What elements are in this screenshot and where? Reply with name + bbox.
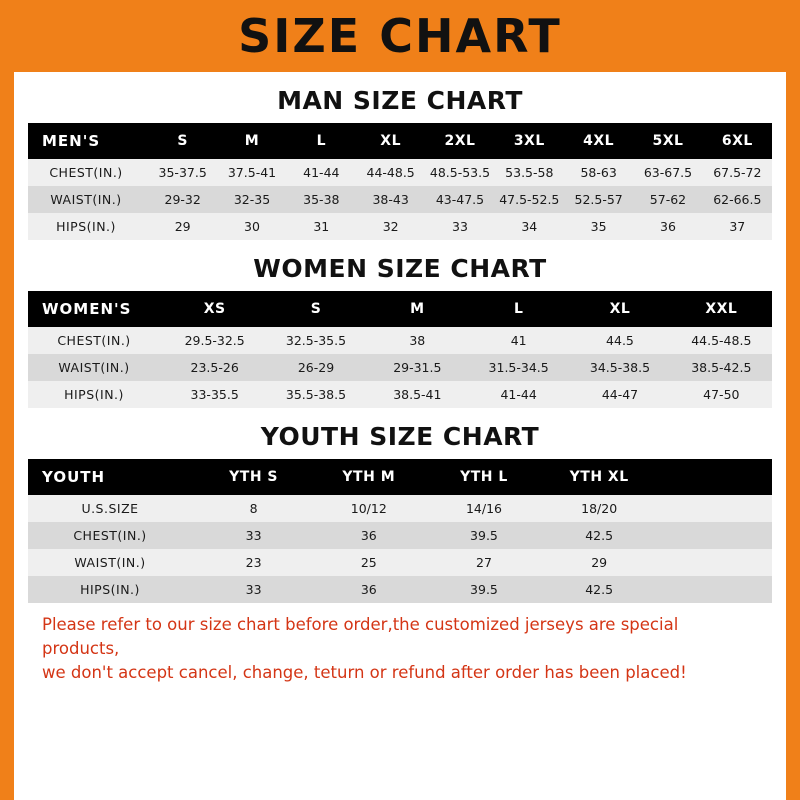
table-row: [28, 549, 772, 576]
men-r1c4: 43-47.5: [425, 186, 494, 213]
youth-r0c-blank: [657, 495, 772, 522]
women-r0c1: 32.5-35.5: [265, 327, 366, 354]
youth-section-title: YOUTH SIZE CHART: [260, 422, 540, 451]
men-col-8: 6XL: [703, 123, 772, 159]
youth-col-1: YTH M: [311, 459, 426, 495]
women-r2c4: 44-47: [569, 381, 670, 408]
youth-head-label: YOUTH: [28, 459, 196, 495]
header-bar: [14, 0, 786, 72]
men-r2c5: 34: [495, 213, 564, 240]
youth-r2c0: 23: [196, 549, 311, 576]
men-r2c7: 36: [633, 213, 702, 240]
women-row-2-label: HIPS(IN.): [28, 381, 164, 408]
table-row: [28, 381, 772, 408]
men-col-5: 3XL: [495, 123, 564, 159]
men-r0c7: 63-67.5: [633, 159, 702, 186]
women-r1c1: 26-29: [265, 354, 366, 381]
youth-r3c0: 33: [196, 576, 311, 603]
men-col-6: 4XL: [564, 123, 633, 159]
youth-col-0: YTH S: [196, 459, 311, 495]
women-r2c5: 47-50: [671, 381, 772, 408]
page-title: SIZE CHART: [238, 9, 562, 63]
men-row-0-label: CHEST(IN.): [28, 159, 148, 186]
youth-col-2: YTH L: [426, 459, 541, 495]
table-header-row: [28, 123, 772, 159]
table-row: [28, 522, 772, 549]
youth-r1c0: 33: [196, 522, 311, 549]
youth-row-2-label: WAIST(IN.): [28, 549, 196, 576]
women-r2c0: 33-35.5: [164, 381, 265, 408]
women-size-table: [28, 291, 772, 408]
youth-r1c3: 42.5: [542, 522, 657, 549]
women-r1c0: 23.5-26: [164, 354, 265, 381]
youth-r2c1: 25: [311, 549, 426, 576]
men-col-4: 2XL: [425, 123, 494, 159]
men-section-title: MAN SIZE CHART: [277, 86, 523, 115]
women-r0c3: 41: [468, 327, 569, 354]
youth-col-blank: [657, 459, 772, 495]
youth-row-1-label: CHEST(IN.): [28, 522, 196, 549]
women-r1c2: 29-31.5: [367, 354, 468, 381]
youth-r2c2: 27: [426, 549, 541, 576]
men-r0c6: 58-63: [564, 159, 633, 186]
women-r1c4: 34.5-38.5: [569, 354, 670, 381]
women-col-1: S: [265, 291, 366, 327]
table-row: [28, 159, 772, 186]
youth-r3c2: 39.5: [426, 576, 541, 603]
men-row-2-label: HIPS(IN.): [28, 213, 148, 240]
bottom-spacer: [28, 685, 772, 800]
men-r1c5: 47.5-52.5: [495, 186, 564, 213]
table-row: [28, 213, 772, 240]
youth-row-3-label: HIPS(IN.): [28, 576, 196, 603]
table-row: [28, 186, 772, 213]
youth-r0c2: 14/16: [426, 495, 541, 522]
women-r0c4: 44.5: [569, 327, 670, 354]
women-r0c2: 38: [367, 327, 468, 354]
men-r2c4: 33: [425, 213, 494, 240]
youth-r0c0: 8: [196, 495, 311, 522]
men-r0c2: 41-44: [287, 159, 356, 186]
chart-content: [14, 72, 786, 800]
table-row: [28, 354, 772, 381]
men-r2c1: 30: [217, 213, 286, 240]
women-row-0-label: CHEST(IN.): [28, 327, 164, 354]
men-r0c5: 53.5-58: [495, 159, 564, 186]
men-r1c1: 32-35: [217, 186, 286, 213]
men-r2c6: 35: [564, 213, 633, 240]
women-row-1-label: WAIST(IN.): [28, 354, 164, 381]
youth-r0c1: 10/12: [311, 495, 426, 522]
women-r1c3: 31.5-34.5: [468, 354, 569, 381]
men-head-label: MEN'S: [28, 123, 148, 159]
table-row: [28, 327, 772, 354]
men-r1c3: 38-43: [356, 186, 425, 213]
youth-r0c3: 18/20: [542, 495, 657, 522]
youth-r1c1: 36: [311, 522, 426, 549]
men-r0c4: 48.5-53.5: [425, 159, 494, 186]
table-row: [28, 576, 772, 603]
men-col-2: L: [287, 123, 356, 159]
men-col-0: S: [148, 123, 217, 159]
women-section-title: WOMEN SIZE CHART: [253, 254, 547, 283]
footer-note: [42, 613, 758, 685]
table-header-row: [28, 291, 772, 327]
men-r0c3: 44-48.5: [356, 159, 425, 186]
youth-r1c-blank: [657, 522, 772, 549]
men-r0c1: 37.5-41: [217, 159, 286, 186]
women-r2c2: 38.5-41: [367, 381, 468, 408]
men-size-table: [28, 123, 772, 240]
men-r0c0: 35-37.5: [148, 159, 217, 186]
women-col-3: L: [468, 291, 569, 327]
women-head-label: WOMEN'S: [28, 291, 164, 327]
women-col-2: M: [367, 291, 468, 327]
men-r2c0: 29: [148, 213, 217, 240]
youth-r3c-blank: [657, 576, 772, 603]
men-col-1: M: [217, 123, 286, 159]
men-row-1-label: WAIST(IN.): [28, 186, 148, 213]
men-r1c8: 62-66.5: [703, 186, 772, 213]
table-row: [28, 495, 772, 522]
youth-row-0-label: U.S.SIZE: [28, 495, 196, 522]
youth-r2c-blank: [657, 549, 772, 576]
men-col-3: XL: [356, 123, 425, 159]
youth-size-table: [28, 459, 772, 603]
men-r2c8: 37: [703, 213, 772, 240]
youth-r2c3: 29: [542, 549, 657, 576]
men-r1c2: 35-38: [287, 186, 356, 213]
women-col-5: XXL: [671, 291, 772, 327]
women-r2c3: 41-44: [468, 381, 569, 408]
youth-r3c3: 42.5: [542, 576, 657, 603]
men-r2c2: 31: [287, 213, 356, 240]
women-col-4: XL: [569, 291, 670, 327]
men-col-7: 5XL: [633, 123, 702, 159]
men-r2c3: 32: [356, 213, 425, 240]
youth-col-3: YTH XL: [542, 459, 657, 495]
youth-r3c1: 36: [311, 576, 426, 603]
men-r1c7: 57-62: [633, 186, 702, 213]
men-r1c6: 52.5-57: [564, 186, 633, 213]
footer-note-line1: Please refer to our size chart before order,the customized jerseys are special products,: [42, 615, 679, 658]
men-r1c0: 29-32: [148, 186, 217, 213]
women-r1c5: 38.5-42.5: [671, 354, 772, 381]
footer-note-line2: we don't accept cancel, change, teturn or refund after order has been placed!: [42, 662, 687, 682]
women-r0c5: 44.5-48.5: [671, 327, 772, 354]
men-r0c8: 67.5-72: [703, 159, 772, 186]
women-r2c1: 35.5-38.5: [265, 381, 366, 408]
women-r0c0: 29.5-32.5: [164, 327, 265, 354]
women-col-0: XS: [164, 291, 265, 327]
table-header-row: [28, 459, 772, 495]
youth-r1c2: 39.5: [426, 522, 541, 549]
